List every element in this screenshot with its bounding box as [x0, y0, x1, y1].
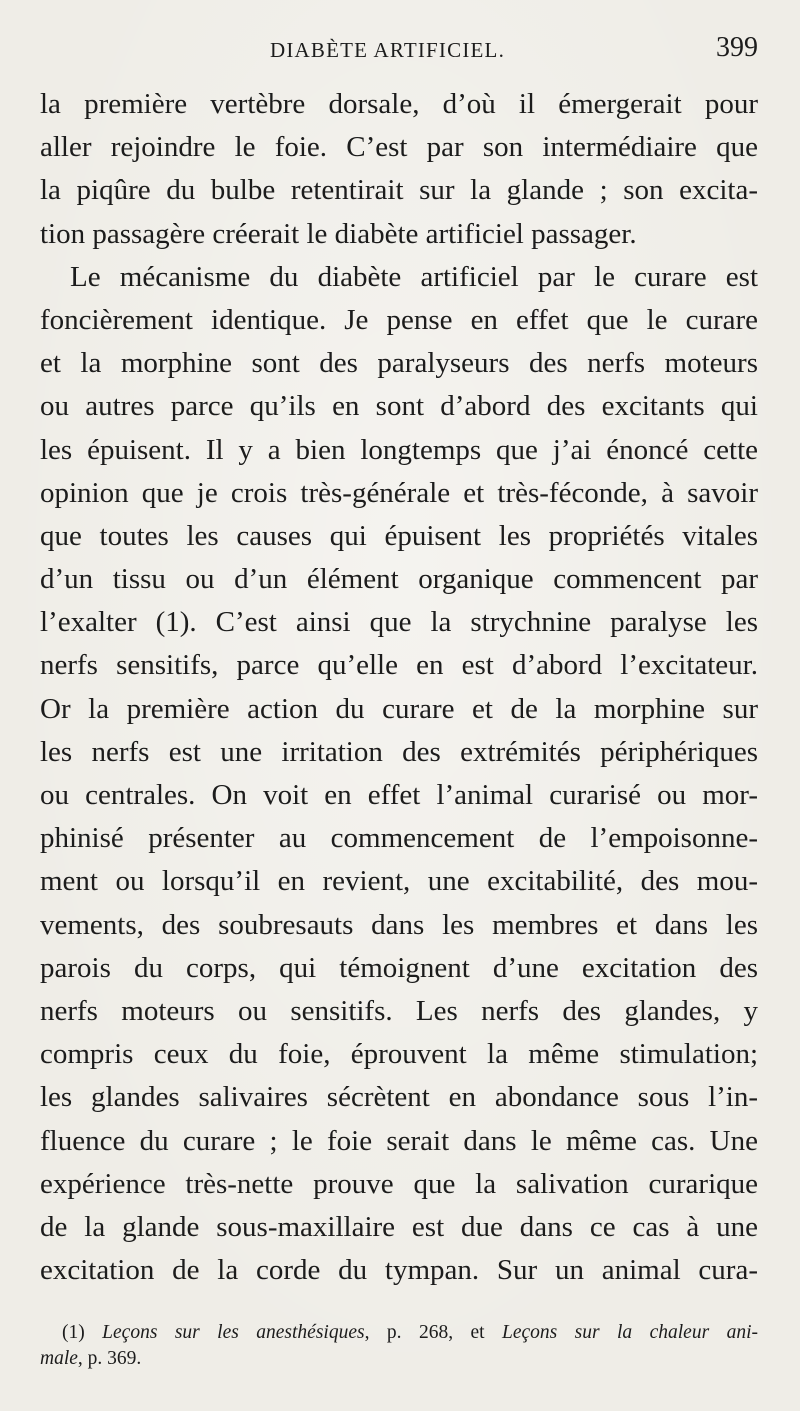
page-header — [0, 30, 800, 70]
paragraph-start-line: Le mécanisme du diabète artificiel par le curare est — [70, 260, 758, 293]
footnote-line — [40, 1320, 758, 1346]
footnote-text: , p. 369. — [77, 1348, 142, 1369]
text-line: la piqûre du bulbe retentirait sur la glande ; son excita- — [40, 174, 758, 207]
footnote-title-2-cont: male — [40, 1348, 78, 1369]
footnote — [40, 1320, 758, 1372]
text-line: l’exalter (1). C’est ainsi que la strychnine paralyse les — [40, 606, 758, 639]
text-line: phinisé présenter au commencement de l’empoisonne- — [40, 822, 758, 855]
text-line: tion passagère créerait le diabète artificiel passager. — [40, 217, 637, 250]
text-line: les nerfs est une irritation des extrémités périphériques — [40, 735, 758, 768]
text-line: expérience très-nette prouve que la salivation curarique — [40, 1167, 758, 1200]
text-line: de la glande sous-maxillaire est due dans ce cas à une — [40, 1210, 758, 1243]
text-line: vements, des soubresauts dans les membres et dans les — [40, 908, 758, 941]
text-line: les épuisent. Il y a bien longtemps que j’ai énoncé cette — [40, 433, 758, 466]
text-line: Or la première action du curare et de la morphine sur — [40, 692, 758, 725]
text-line: excitation de la corde du tympan. Sur un animal cura- — [40, 1254, 758, 1287]
text-line: nerfs sensitifs, parce qu’elle en est d’abord l’excitateur. — [40, 649, 758, 682]
text-line: parois du corps, qui témoignent d’une excitation des — [40, 951, 758, 984]
footnote-title-1: Leçons sur les anesthésiques — [102, 1322, 365, 1343]
text-line: la première vertèbre dorsale, d’où il émergerait pour — [40, 88, 758, 120]
text-line: foncièrement identique. Je pense en effet que le curare — [40, 303, 758, 336]
text-line: nerfs moteurs ou sensitifs. Les nerfs des glandes, y — [40, 994, 758, 1027]
text-line: ou autres parce qu’ils en sont d’abord des excitants qui — [40, 390, 758, 423]
footnote-marker: (1) — [62, 1322, 85, 1343]
footnote-title-2: Leçons sur la chaleur ani- — [501, 1322, 758, 1343]
text-line: et la morphine sont des paralyseurs des nerfs moteurs — [40, 347, 758, 380]
text-line: les glandes salivaires sécrètent en abondance sous l’in- — [40, 1081, 758, 1114]
footnote-line — [40, 1346, 758, 1372]
text-line: compris ceux du foie, éprouvent la même stimulation; — [40, 1038, 758, 1071]
text-line: aller rejoindre le foie. C’est par son intermédiaire que — [40, 131, 758, 164]
running-title: DIABÈTE ARTIFICIEL. — [270, 38, 506, 62]
footnote-text: , p. 268, et — [364, 1322, 502, 1343]
text-line: fluence du curare ; le foie serait dans le même cas. Une — [40, 1124, 758, 1157]
text-line: d’un tissu ou d’un élément organique commencent par — [40, 563, 758, 596]
text-line: ou centrales. On voit en effet l’animal curarisé ou mor- — [40, 779, 758, 811]
text-line: opinion que je crois très-générale et très-féconde, à savoir — [40, 476, 758, 509]
main-text — [40, 83, 758, 1292]
text-line: ment ou lorsqu’il en revient, une excitabilité, des mou- — [40, 865, 758, 898]
text-line: que toutes les causes qui épuisent les propriétés vitales — [40, 519, 758, 552]
page-number: 399 — [716, 32, 758, 63]
